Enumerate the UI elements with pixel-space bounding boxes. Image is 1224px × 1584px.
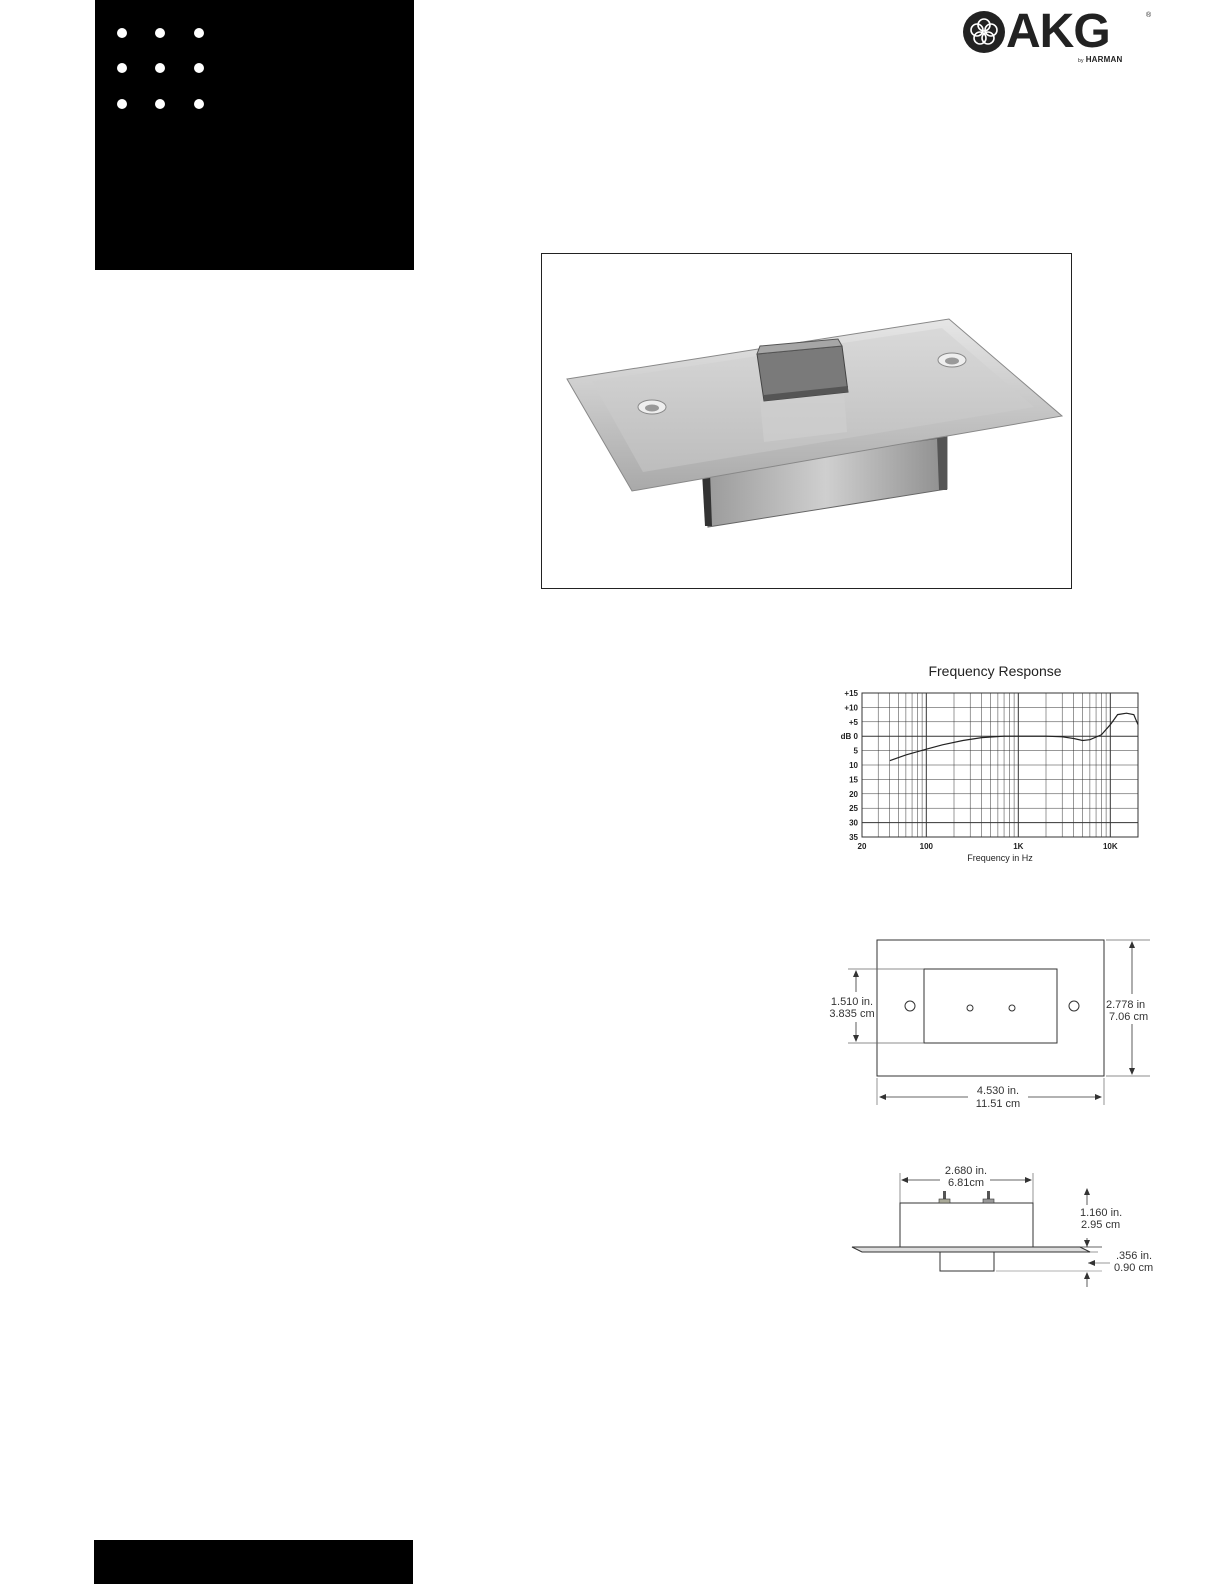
- dot-icon: [155, 99, 165, 109]
- dot-icon: [117, 99, 127, 109]
- chart-title: Frequency Response: [928, 663, 1062, 679]
- y-tick-label: 30: [849, 818, 858, 828]
- housing-outline: [900, 1203, 1033, 1247]
- dim-overall-height-in: 2.778 in: [1106, 999, 1146, 1011]
- side-plate-cm: 0.90 cm: [1114, 1262, 1154, 1274]
- dot-icon: [117, 28, 127, 38]
- y-tick-label: dB 0: [840, 732, 858, 742]
- dim-width-cm: 11.51 cm: [975, 1098, 1021, 1110]
- y-tick-label: +5: [848, 717, 858, 727]
- dot-icon: [194, 99, 204, 109]
- y-tick-label: 15: [849, 775, 858, 785]
- y-tick-label: +15: [844, 689, 858, 698]
- side-depth-cm: 2.95 cm: [1081, 1219, 1121, 1231]
- logo-byline-harman: HARMAN: [1085, 55, 1123, 64]
- dot-icon: [194, 63, 204, 73]
- side-plate-in: .356 in.: [1116, 1250, 1153, 1262]
- brand-logo: [960, 5, 1160, 66]
- terminal-left: [967, 1005, 973, 1011]
- registered-mark: ®: [1146, 12, 1152, 19]
- y-tick-label: 35: [849, 833, 858, 842]
- dim-height-cm: 3.835 cm: [829, 1008, 875, 1020]
- side-width-in: 2.680 in.: [944, 1165, 988, 1177]
- dot-icon: [194, 28, 204, 38]
- logo-byline-by: by: [1078, 58, 1084, 64]
- y-tick-label: 10: [849, 761, 858, 770]
- side-dimension-drawing: [840, 1155, 1160, 1290]
- logo-byline: [1078, 55, 1122, 64]
- y-tick-label: 25: [849, 804, 858, 814]
- front-dimension-drawing: [820, 930, 1160, 1120]
- dim-overall-height-cm: 7.06 cm: [1109, 1011, 1149, 1023]
- frequency-response-chart: [820, 685, 1150, 870]
- dot-icon: [155, 28, 165, 38]
- mounting-hole-right: [1069, 1001, 1079, 1011]
- x-axis-label: Frequency in Hz: [967, 853, 1033, 863]
- logo-wordmark: AKG: [1006, 5, 1110, 58]
- dim-width-in: 4.530 in.: [976, 1085, 1020, 1097]
- x-tick-label: 20: [857, 842, 867, 851]
- terminal-right: [1009, 1005, 1015, 1011]
- header-black-panel: [95, 0, 414, 270]
- y-tick-label: +10: [844, 703, 858, 713]
- akg-emblem-icon: [962, 10, 1006, 54]
- x-tick-label: 10K: [1102, 842, 1118, 851]
- mounting-hole-left: [905, 1001, 915, 1011]
- dot-icon: [117, 63, 127, 73]
- dim-height-in: 1.510 in.: [830, 996, 874, 1008]
- footer-black-bar: [94, 1540, 413, 1584]
- capsule-window-outline: [924, 969, 1057, 1043]
- x-tick-label: 100: [919, 842, 933, 851]
- y-tick-label: 20: [849, 789, 858, 799]
- faceplate-profile: [852, 1247, 1090, 1252]
- dot-icon: [155, 63, 165, 73]
- side-width-cm: 6.81cm: [947, 1177, 985, 1189]
- flush-mount-microphone-icon: [542, 254, 1071, 588]
- product-photo: [541, 253, 1072, 589]
- capsule-profile: [940, 1252, 994, 1271]
- side-depth-in: 1.160 in.: [1080, 1207, 1123, 1219]
- x-tick-label: 1K: [1013, 842, 1024, 851]
- y-tick-label: 5: [853, 746, 858, 756]
